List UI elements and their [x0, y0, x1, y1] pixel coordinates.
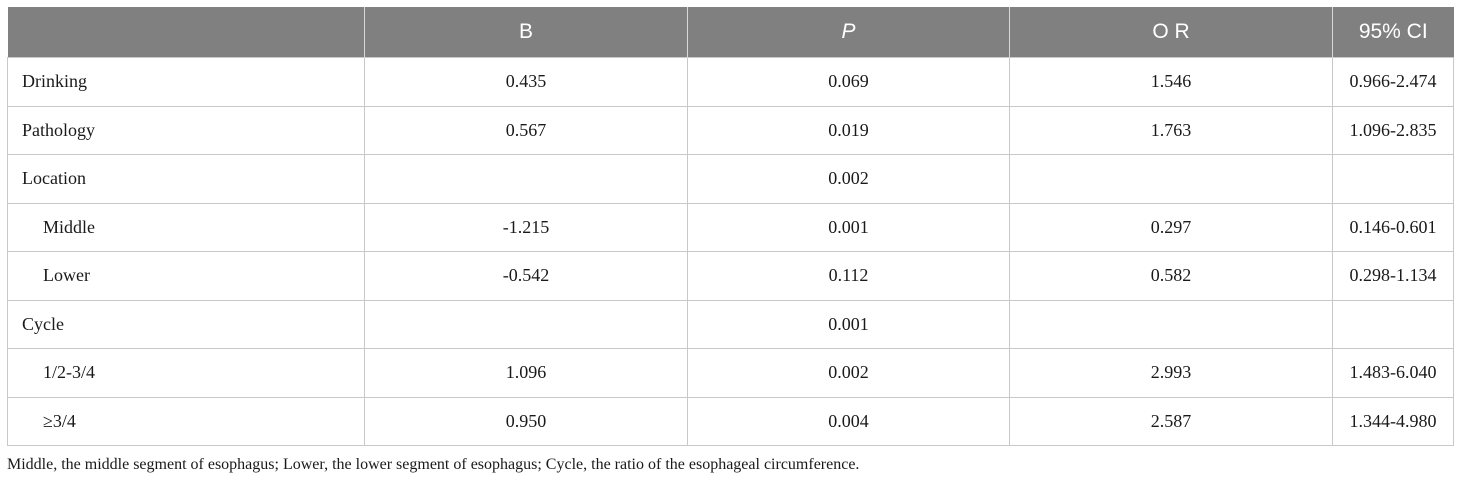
row-label: Lower [8, 252, 365, 301]
cell-b: -0.542 [365, 252, 688, 301]
cell-ci: 1.483-6.040 [1333, 349, 1454, 398]
cell-b: 0.567 [365, 106, 688, 155]
cell-ci: 0.966-2.474 [1333, 58, 1454, 107]
cell-or: 2.993 [1010, 349, 1333, 398]
cell-p: 0.002 [688, 349, 1010, 398]
cell-b: 0.950 [365, 397, 688, 446]
regression-table-container [7, 7, 1453, 446]
cell-or: 0.582 [1010, 252, 1333, 301]
table-row [8, 106, 1454, 155]
cell-b: -1.215 [365, 203, 688, 252]
header-p: P [688, 7, 1010, 58]
header-ci: 95% CI [1333, 7, 1454, 58]
cell-or: 0.297 [1010, 203, 1333, 252]
table-row [8, 252, 1454, 301]
table-footnote: Middle, the middle segment of esophagus; Lower, the lower segment of esophagus; Cycle, the ratio of the esophageal circumference. [7, 456, 860, 473]
cell-p: 0.001 [688, 300, 1010, 349]
cell-b [365, 300, 688, 349]
regression-table [7, 7, 1454, 446]
row-label: ≥3/4 [8, 397, 365, 446]
cell-or: 2.587 [1010, 397, 1333, 446]
cell-or [1010, 155, 1333, 204]
cell-ci: 0.146-0.601 [1333, 203, 1454, 252]
table-row [8, 155, 1454, 204]
header-variable [8, 7, 365, 58]
cell-b: 1.096 [365, 349, 688, 398]
cell-ci: 1.096-2.835 [1333, 106, 1454, 155]
cell-b [365, 155, 688, 204]
table-row [8, 203, 1454, 252]
row-label: Cycle [8, 300, 365, 349]
header-or: O R [1010, 7, 1333, 58]
row-label: 1/2-3/4 [8, 349, 365, 398]
cell-p: 0.069 [688, 58, 1010, 107]
cell-p: 0.001 [688, 203, 1010, 252]
cell-ci [1333, 155, 1454, 204]
table-row [8, 300, 1454, 349]
cell-p: 0.019 [688, 106, 1010, 155]
cell-ci [1333, 300, 1454, 349]
table-row [8, 397, 1454, 446]
cell-ci: 0.298-1.134 [1333, 252, 1454, 301]
table-header-row [8, 7, 1454, 58]
cell-p: 0.004 [688, 397, 1010, 446]
cell-p: 0.112 [688, 252, 1010, 301]
row-label: Middle [8, 203, 365, 252]
cell-or: 1.763 [1010, 106, 1333, 155]
header-b: B [365, 7, 688, 58]
row-label: Pathology [8, 106, 365, 155]
row-label: Drinking [8, 58, 365, 107]
table-row [8, 349, 1454, 398]
row-label: Location [8, 155, 365, 204]
cell-or: 1.546 [1010, 58, 1333, 107]
cell-ci: 1.344-4.980 [1333, 397, 1454, 446]
cell-b: 0.435 [365, 58, 688, 107]
cell-or [1010, 300, 1333, 349]
cell-p: 0.002 [688, 155, 1010, 204]
table-row [8, 58, 1454, 107]
